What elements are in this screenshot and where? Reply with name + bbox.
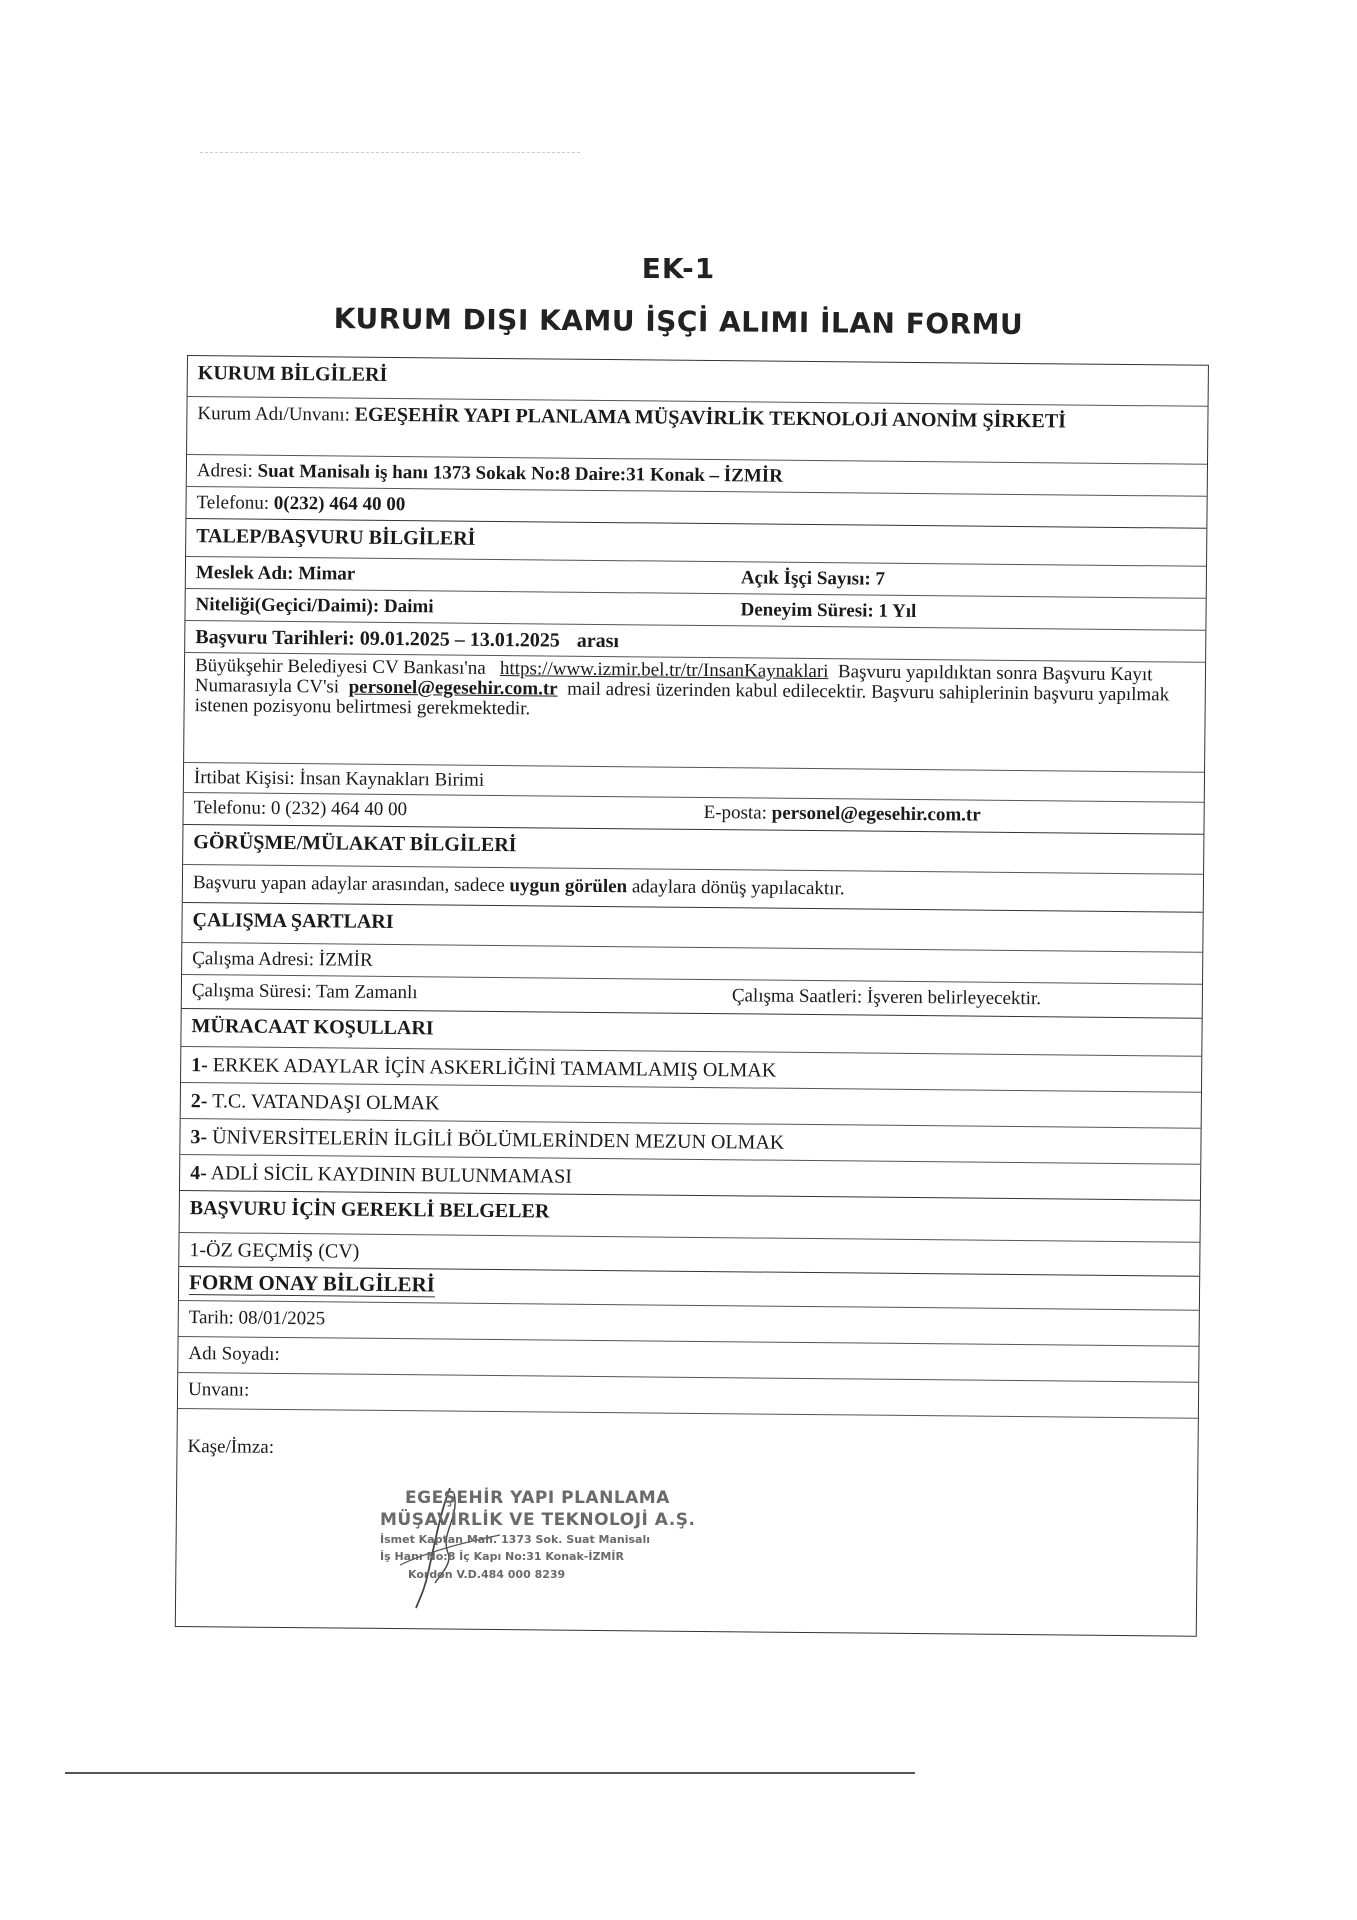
meslek-adi: Meslek Adı: Mimar [195, 562, 356, 585]
form-title: KURUM DIŞI KAMU İŞÇİ ALIMI İLAN FORMU [333, 301, 1024, 342]
cv-bank-link[interactable]: https://www.izmir.bel.tr/tr/InsanKaynaklari [499, 658, 829, 683]
irtibat-eposta [704, 801, 981, 828]
stamp-line-5: Kordon V.D.484 000 8239 [408, 1568, 566, 1581]
stamp-line-4: İş Hanı No:8 İç Kapı No:31 Konak-İZMİR [380, 1550, 624, 1563]
kosul-text: ADLİ SİCİL KAYDININ BULUNMAMASI [210, 1162, 573, 1188]
belge-item: 1-ÖZ GEÇMİŞ (CV) [179, 1232, 1199, 1276]
instructions-text-c: mail adresi üzerinden kabul edilecektir. Başvuru sahiplerinin başvuru yapılmak istenen pozisyonu belirtmesi gerekmektedir. [194, 678, 1170, 720]
kurum-adi-value: EGEŞEHİR YAPI PLANLAMA MÜŞAVİRLİK TEKNOLOJİ ANONİM ŞİRKETİ [354, 403, 1067, 433]
calisma-adresi: Çalışma Adresi: İZMİR [182, 942, 1202, 984]
niteligi: Niteliği(Geçici/Daimi): Daimi [195, 594, 434, 618]
basvuru-tarih-value: 09.01.2025 – 13.01.2025 [359, 627, 560, 652]
gorusme-text-c: adaylara dönüş yapılacaktır. [631, 876, 845, 900]
kurum-adres-value: Suat Manisalı iş hanı 1373 Sokak No:8 Daire:31 Konak – İZMİR [257, 460, 784, 487]
section-header-muracaat: MÜRACAAT KOŞULLARI [181, 1008, 1201, 1056]
section-header-kurum: KURUM BİLGİLERİ [197, 362, 388, 386]
irtibat-row: İrtibat Kişisi: İnsan Kaynakları Birimi [184, 762, 1204, 802]
annex-label: EK-1 [641, 252, 716, 285]
onay-tarih: Tarih: 08/01/2025 [179, 1300, 1199, 1346]
section-header-talep: TALEP/BAŞVURU BİLGİLERİ [186, 518, 1206, 566]
kosul-text: ERKEK ADAYLAR İÇİN ASKERLİĞİNİ TAMAMLAMIŞ OLMAK [212, 1054, 777, 1082]
kosul-text: T.C. VATANDAŞI OLMAK [212, 1090, 440, 1115]
kosul-num: 1- [191, 1054, 208, 1077]
kurum-adres-label: Adresi: [196, 460, 253, 482]
eposta-value[interactable]: personel@egesehir.com.tr [771, 802, 981, 826]
section-header-onay: FORM ONAY BİLGİLERİ [188, 1270, 436, 1297]
instructions-text-b: Başvuru yapıldıktan sonra Başvuru Kayıt Numarasıyla CV'si [194, 661, 1153, 698]
onay-kase-imza: Kaşe/İmza: [177, 1408, 1198, 1493]
section-header-gorusme: GÖRÜŞME/MÜLAKAT BİLGİLERİ [183, 824, 1203, 874]
gorusme-text-a: Başvuru yapan adaylar arasından, sadece [192, 872, 505, 897]
basvuru-tarih-label: Başvuru Tarihleri: [195, 626, 355, 650]
section-header-calisma: ÇALIŞMA ŞARTLARI [182, 902, 1202, 952]
stamp-line-2: MÜŞAVİRLİK VE TEKNOLOJİ A.Ş. [380, 1510, 696, 1530]
basvuru-instructions [184, 652, 1205, 772]
basvuru-tarih-suffix: arası [576, 629, 620, 653]
kurum-telefon-value: 0(232) 464 40 00 [273, 492, 406, 516]
kosul-num: 4- [190, 1162, 207, 1185]
application-email-link[interactable]: personel@egesehir.com.tr [348, 676, 558, 700]
kosul-text: ÜNİVERSİTELERİN İLGİLİ BÖLÜMLERİNDEN MEZUN OLMAK [212, 1126, 785, 1154]
scan-edge-line [65, 1772, 915, 1774]
company-stamp [380, 1488, 740, 1608]
deneyim-suresi: Deneyim Süresi: 1 Yıl [740, 599, 917, 623]
calisma-saatleri: Çalışma Saatleri: İşveren belirleyecektir. [731, 985, 1042, 1010]
kurum-adi-label: Kurum Adı/Unvanı: [197, 403, 351, 426]
kurum-adi-row [187, 396, 1208, 464]
scan-artifact-line [200, 152, 580, 153]
onay-unvani: Unvanı: [178, 1372, 1198, 1418]
form-table [175, 355, 1209, 1637]
section-header-belgeler: BAŞVURU İÇİN GEREKLİ BELGELER [180, 1190, 1200, 1242]
kurum-telefon-label: Telefonu: [196, 492, 270, 514]
acik-isci-sayisi: Açık İşçi Sayısı: 7 [740, 567, 886, 590]
kosul-num: 3- [190, 1126, 208, 1149]
stamp-line-1: EGEŞEHİR YAPI PLANLAMA [405, 1488, 670, 1508]
stamp-line-3: İsmet Kaptan Mah. 1373 Sok. Suat Manisalı [380, 1533, 651, 1546]
gorusme-text-b: uygun görülen [509, 875, 628, 898]
calisma-suresi: Çalışma Süresi: Tam Zamanlı [191, 980, 418, 1004]
onay-adi-soyadi: Adı Soyadı: [178, 1336, 1198, 1382]
irtibat-telefon: Telefonu: 0 (232) 464 40 00 [193, 797, 408, 821]
eposta-label: E-posta: [703, 801, 768, 824]
instructions-text-a: Büyükşehir Belediyesi CV Bankası'na [194, 655, 486, 679]
kosul-num: 2- [190, 1090, 208, 1113]
